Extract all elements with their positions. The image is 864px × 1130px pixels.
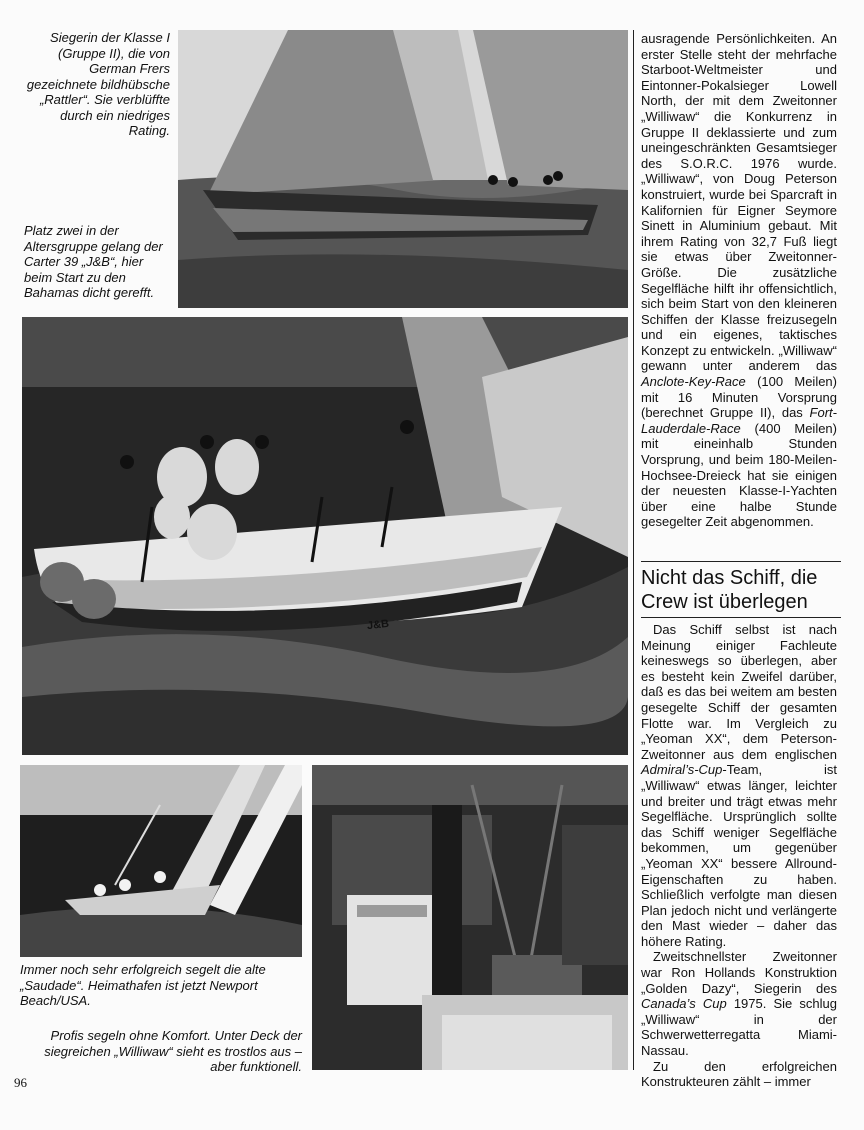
paragraph: Zweitschnellster Zweitonner war Ron Hollands Konstruktion „Golden Dazy“, Siegerin des Canada’s Cup 1975. Sie schlug „Williwaw“ in der Schwerwetterregatta Miami-Nassau. [641, 949, 838, 1059]
section-heading: Nicht das Schiff, die Crew ist überlegen [641, 567, 818, 613]
page-number: 96 [14, 1075, 27, 1090]
heading-rule-top [641, 561, 841, 562]
photo-jb [22, 317, 628, 755]
heading-rule-bottom [641, 617, 841, 618]
caption-jb: Platz zwei in der Altersgruppe gelang der Carter 39 „J&B“, hier beim Start zu den Bahamas dicht gerefft. [24, 223, 163, 300]
photo-saudade [20, 765, 302, 957]
paragraph: Zu den erfolgreichen Konstrukteuren zählt – immer [641, 1058, 837, 1090]
article-column-bottom [641, 622, 837, 1090]
photo-below-deck [312, 765, 628, 1070]
paragraph: Das Schiff selbst ist nach Meinung einiger Fachleute keineswegs so überlegen, aber es besteht kein Zweifel darüber, daß es das bei weitem am besten gesegelte Schiff der gesamten Flotte war. Im Vergleich zu „Yeoman XX“, dem Peterson-Zweitonner aus dem englischen Admiral’s-Cup-Team, ist „Williwaw“ etwas länger, leichter und breiter und trägt etwas mehr Segelfläche. Ursprünglich sollte das Schiff weniger Segelfläche bekommen, um gegenüber „Yeoman XX“ bessere Allround-Eigenschaften zu haben. Schließlich verfolgte man diesen Plan jedoch nicht und verlängerte den Mast wieder – daher das höhere Rating. [641, 622, 837, 949]
column-rule [633, 30, 634, 1070]
caption-rattler: Siegerin der Klasse I (Gruppe II), die von German Frers gezeichnete bildhübsche „Rattler“. Sie verblüffte durch ein niedriges Rating. [26, 30, 170, 138]
paragraph: ausragende Persönlichkeiten. An erster Stelle steht der mehrfache Starboot-Weltmeister und Eintonner-Pokalsieger Lowell North, der mit dem Zweitonner „Williwaw“ die Konkurrenz in Gruppe II deklassierte und zum uneingeschränkten Gesamtsieger des S.O.R.C. 1976 wurde. „Williwaw“, von Doug Peterson konstruiert, wurde bei Sparcraft in Kalifornien für Eigner Seymore Sinett in Aluminium gebaut. Mit ihrem Rating von 32,7 Fuß liegt sie etwas über Zweitonner-Größe. Die zusätzliche Segelfläche hilft ihr offensichtlich, sich beim Start von den kleineren Schiffen der Klasse freizusegeln und ein eigenes, taktisches Konzept zu entwickeln. „Williwaw“ gewann unter anderem das Anclote-Key-Race (100 Meilen) mit 16 Minuten Vorsprung (berechnet Gruppe II), das Fort-Lauderdale-Race (400 Meilen) mit eineinhalb Stunden Vorsprung, und beim 180-Meilen-Hochsee-Dreieck hat sie einigen der neuesten Klasse-I-Yachten über eine halbe Stunde gesegelter Zeit abgenommen. [641, 31, 837, 530]
photo-rattler [178, 30, 628, 308]
hull-lettering: J&B [366, 617, 390, 633]
caption-below-deck: Profis segeln ohne Komfort. Unter Deck der siegreichen „Williwaw“ sieht es trostlos aus – aber funktionell. [44, 1028, 302, 1074]
caption-saudade: Immer noch sehr erfolgreich segelt die alte „Saudade“. Heimathafen ist jetzt Newport Beach/USA. [20, 962, 266, 1008]
article-column-top [641, 31, 837, 530]
